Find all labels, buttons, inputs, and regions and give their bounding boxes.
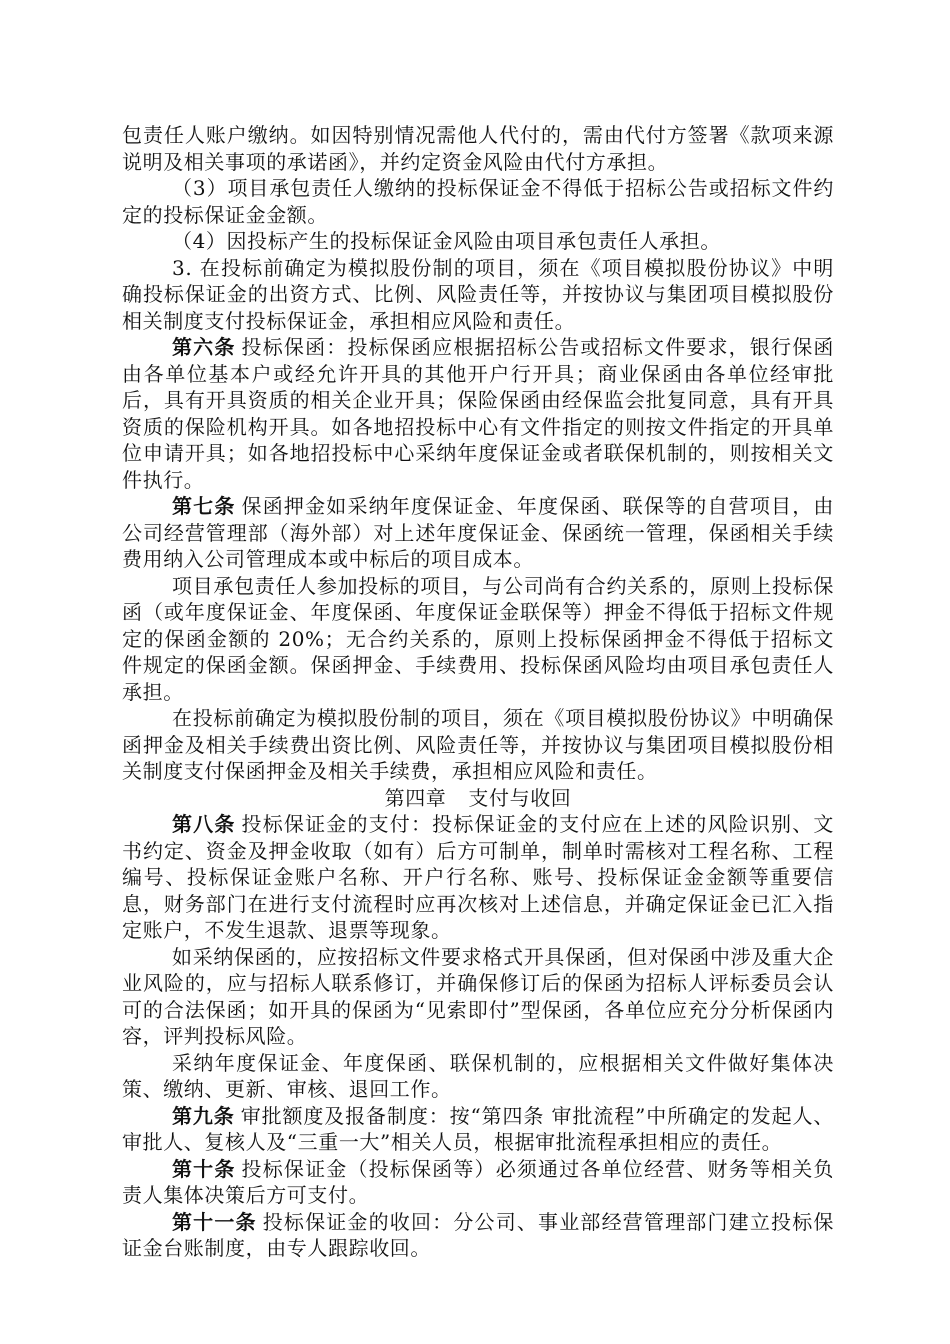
article-9 bbox=[122, 1103, 834, 1156]
chapter-number: 第四章 bbox=[384, 785, 447, 810]
article-6-body: 投标保函：投标保函应根据招标公告或招标文件要求，银行保函由各单位基本户或经允许开具的其他开户行开具；商业保函由各单位经审批后，具有开具资质的相关企业开具；保险保函由经保监会批复同意，具有开具资质的保险机构开具。如各地招投标中心有文件指定的则按文件指定的开具单位申请开具；如各地招投标中心采纳年度保证金或者联保机制的，则按相关文件执行。 bbox=[122, 335, 834, 492]
paragraph-annual-deposit: 采纳年度保证金、年度保函、联保机制的，应根据相关文件做好集体决策、缴纳、更新、审核、退回工作。 bbox=[122, 1050, 834, 1101]
article-10-body: 投标保证金（投标保函等）必须通过各单位经营、财务等相关负责人集体决策后方可支付。 bbox=[122, 1156, 834, 1207]
article-11 bbox=[122, 1209, 834, 1262]
paragraph-item-4: （4）因投标产生的投标保证金风险由项目承包责任人承担。 bbox=[172, 229, 721, 253]
article-9-body: 审批额度及报备制度：按“第四条 审批流程”中所确定的发起人、审批人、复核人及“三重一大”相关人员，根据审批流程承担相应的责任。 bbox=[122, 1103, 834, 1154]
article-8-body: 投标保证金的支付：投标保证金的支付应在上述的风险识别、文书约定、资金及押金收取（如有）后方可制单，制单时需核对工程名称、工程编号、投标保证金账户名称、开户行名称、账号、投标保证金金额等重要信息，财务部门在进行支付流程时应再次核对上述信息，并确定保证金已汇入指定账户，不发生退款、退票等现象。 bbox=[122, 812, 834, 942]
article-7-body: 保函押金如采纳年度保证金、年度保函、联保等的自营项目，由公司经营管理部（海外部）对上述年度保证金、保函统一管理，保函相关手续费用纳入公司管理成本或中标后的项目成本。 bbox=[122, 494, 834, 571]
article-6-title: 第六条 bbox=[172, 335, 236, 359]
paragraph-guarantee-deposit-ratio: 项目承包责任人参加投标的项目，与公司尚有合约关系的，原则上投标保函（或年度保证金、年度保函、年度保证金联保等）押金不得低于招标文件规定的保函金额的 20%；无合约关系的，原则上投标保函押金不得低于招标文件规定的保函金额。保函押金、手续费用、投标保函风险均由项目承包责任人承担。 bbox=[122, 573, 834, 704]
article-11-body: 投标保证金的收回：分公司、事业部经营管理部门建立投标保证金台账制度，由专人跟踪收回。 bbox=[122, 1209, 834, 1260]
paragraph-simulated-share-deposit: 3. 在投标前确定为模拟股份制的项目，须在《项目模拟股份协议》中明确投标保证金的出资方式、比例、风险责任等，并按协议与集团项目模拟股份相关制度支付投标保证金，承担相应风险和责任。 bbox=[122, 255, 834, 333]
chapter-title: 支付与收回 bbox=[468, 785, 572, 810]
article-6 bbox=[122, 334, 834, 493]
article-8-title: 第八条 bbox=[172, 812, 236, 836]
article-9-title: 第九条 bbox=[172, 1103, 235, 1128]
article-7 bbox=[122, 493, 834, 573]
paragraph-payment-continuation: 包责任人账户缴纳。如因特别情况需他人代付的，需由代付方签署《款项来源说明及相关事项的承诺函》，并约定资金风险由代付方承担。 bbox=[122, 123, 834, 174]
article-7-title: 第七条 bbox=[172, 494, 236, 518]
paragraph-item-3: （3）项目承包责任人缴纳的投标保证金不得低于招标公告或招标文件约定的投标保证金金额。 bbox=[122, 176, 834, 227]
chapter-heading bbox=[122, 785, 834, 812]
article-11-title: 第十一条 bbox=[172, 1209, 257, 1234]
paragraph-simulated-share-guarantee: 在投标前确定为模拟股份制的项目，须在《项目模拟股份协议》中明确保函押金及相关手续费出资比例、风险责任等，并按协议与集团项目模拟股份相关制度支付保函押金及相关手续费，承担相应风险和责任。 bbox=[122, 706, 834, 783]
article-10-title: 第十条 bbox=[172, 1156, 236, 1181]
paragraph-guarantee-format: 如采纳保函的，应按招标文件要求格式开具保函，但对保函中涉及重大企业风险的，应与招标人联系修订，并确保修订后的保函为招标人评标委员会认可的合法保函；如开具的保函为“见索即付”型保函，各单位应充分分析保函内容，评判投标风险。 bbox=[122, 944, 834, 1048]
article-8 bbox=[122, 811, 834, 944]
document-page bbox=[122, 122, 834, 1262]
article-10 bbox=[122, 1156, 834, 1209]
